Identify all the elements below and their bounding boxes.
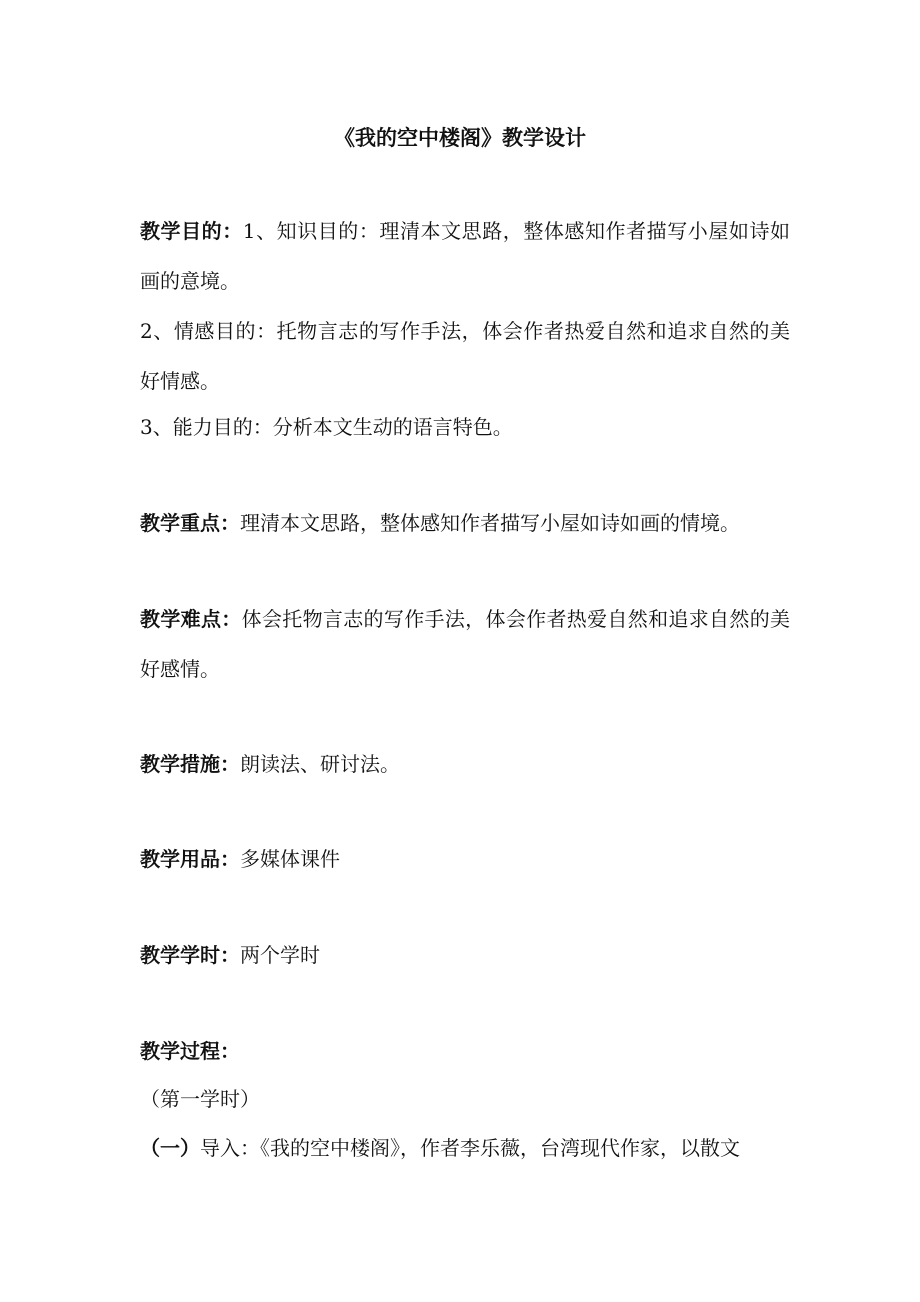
hours-label: 教学学时：: [140, 943, 240, 967]
document-title: 《我的空中楼阁》教学设计: [334, 125, 586, 150]
materials-paragraph: [140, 834, 790, 884]
materials-text: 多媒体课件: [240, 847, 340, 871]
objective-item-3-paragraph: [140, 402, 790, 452]
step-1-paragraph: [140, 1123, 790, 1173]
step-1-label: （一）: [140, 1136, 200, 1160]
difficulty-paragraph: [140, 594, 790, 694]
difficulty-text: 体会托物言志的写作手法，体会作者热爱自然和追求自然的美好感情。: [140, 607, 791, 681]
process-heading: [140, 1026, 790, 1076]
objectives-label: 教学目的：: [140, 219, 243, 243]
key-point-text: 理清本文思路，整体感知作者描写小屋如诗如画的情境。: [240, 511, 740, 535]
key-point-label: 教学重点：: [140, 511, 240, 535]
step-1-text: 导入：《我的空中楼阁》，作者李乐薇，台湾现代作家，以散文: [200, 1136, 740, 1160]
objective-item-2: 2、情感目的：托物言志的写作手法，体会作者热爱自然和追求自然的美好情感。: [140, 319, 790, 393]
materials-label: 教学用品：: [140, 847, 240, 871]
objectives-paragraph: [140, 206, 790, 306]
session-paragraph: [140, 1074, 790, 1124]
process-label: 教学过程：: [140, 1039, 240, 1063]
measures-paragraph: [140, 739, 790, 789]
session-label: （第一学时）: [140, 1087, 260, 1111]
objective-item-1: 1、知识目的：理清本文思路，整体感知作者描写小屋如诗如画的意境。: [140, 219, 791, 293]
measures-text: 朗读法、研讨法。: [240, 752, 400, 776]
hours-text: 两个学时: [240, 943, 320, 967]
difficulty-label: 教学难点：: [140, 607, 242, 631]
hours-paragraph: [140, 930, 790, 980]
key-point-paragraph: [140, 498, 790, 548]
objective-item-3: 3、能力目的：分析本文生动的语言特色。: [140, 415, 513, 439]
measures-label: 教学措施：: [140, 752, 240, 776]
objective-item-2-paragraph: [140, 306, 790, 406]
